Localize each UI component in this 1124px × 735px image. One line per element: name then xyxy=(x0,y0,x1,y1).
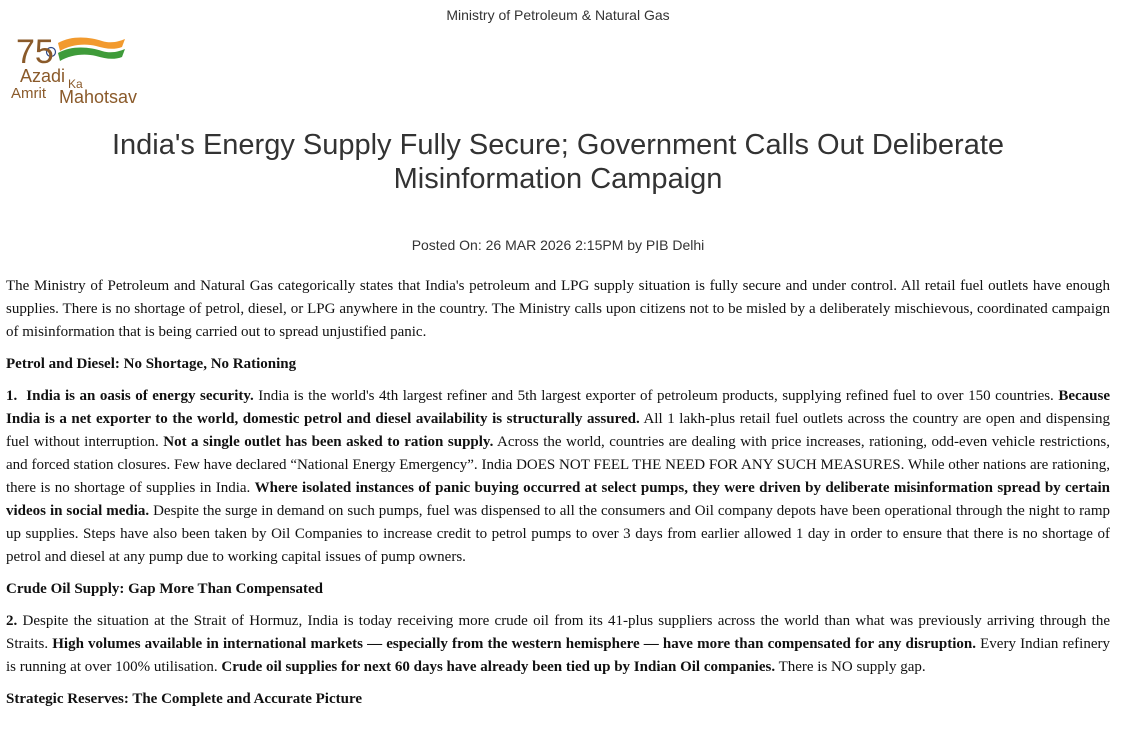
paragraph-2 xyxy=(6,610,1110,679)
intro-paragraph: The Ministry of Petroleum and Natural Gas categorically states that India's petroleum and LPG supply situation is fully secure and under control. All retail fuel outlets have enough supplies. There is no shortage of petrol, diesel, or LPG anywhere in the country. The Ministry calls upon citizens not to be misled by a deliberately mischievous, coordinated campaign of misinformation that is being carried out to spread unjustified panic. xyxy=(6,278,1110,340)
bold-text: Not a single outlet has been asked to ration supply. xyxy=(163,434,494,450)
article-title: India's Energy Supply Fully Secure; Government Calls Out Deliberate Misinformation Campaign xyxy=(111,129,1005,195)
bold-text: High volumes available in international markets — especially from the western hemisphere — have more than compensated for any disruption. xyxy=(52,636,976,652)
section-heading-crude-oil: Crude Oil Supply: Gap More Than Compensated xyxy=(6,581,323,597)
body-text: All 1 lakh-plus retail fuel outlets across the country are open and dispensing fuel without interruption. xyxy=(6,411,1110,450)
bold-text: Because India is a net exporter to the world, domestic petrol and diesel availability is structurally assured. xyxy=(6,388,1110,427)
body-text: There is NO supply gap. xyxy=(775,659,926,675)
paragraph-number: 2. xyxy=(6,613,18,629)
body-text: Across the world, countries are dealing with price increases, rationing, odd-even vehicle restrictions, and forced station closures. Few have declared “National Energy Emergency”. India DOES NOT FEEL THE NEED FOR ANY SUCH MEASURES. While other nations are rationing, there is no shortage of supplies in India. xyxy=(6,434,1110,496)
bold-text: Crude oil supplies for next 60 days have already been tied up by Indian Oil companies. xyxy=(221,659,776,675)
body-text: Despite the situation at the Strait of Hormuz, India is today receiving more crude oil from its 41-plus suppliers across the world than what was previously arriving through the Straits. xyxy=(6,613,1110,652)
logo-flag-green xyxy=(58,48,125,62)
posted-on: Posted On: 26 MAR 2026 2:15PM by PIB Delhi xyxy=(411,237,705,253)
azadi-ka-amrit-mahotsav-logo xyxy=(10,27,155,109)
bold-text: Where isolated instances of panic buying occurred at select pumps, they were driven by deliberate misinformation spread by certain videos in social media. xyxy=(6,480,1111,519)
paragraph-1 xyxy=(6,385,1110,569)
section-heading-strategic-reserves: Strategic Reserves: The Complete and Accurate Picture xyxy=(6,691,363,707)
logo-azadi: Azadi xyxy=(20,66,66,86)
logo-75: 75 xyxy=(16,33,54,71)
section-heading-petrol-diesel: Petrol and Diesel: No Shortage, No Rationing xyxy=(6,356,297,372)
ministry-name: Ministry of Petroleum & Natural Gas xyxy=(446,7,670,23)
logo-ka: Ka xyxy=(68,77,83,91)
logo-mahotsav: Mahotsav xyxy=(59,87,138,107)
body-text: Despite the surge in demand on such pumps, fuel was dispensed to all the consumers and Oil company depots have been operational through the night to ramp up supplies. Steps have also been taken by Oil Companies to increase credit to petrol pumps to over 3 days from earlier allowed 1 day in order to ensure that there is no shortage of petrol and diesel at any pump due to working capital issues of pump owners. xyxy=(6,503,1110,565)
logo-amrit: Amrit xyxy=(11,85,46,102)
bold-text: India is an oasis of energy security. xyxy=(26,388,254,404)
body-text: India is the world's 4th largest refiner and 5th largest exporter of petroleum products, supplying refined fuel to over 150 countries. xyxy=(253,388,1059,404)
body-text: Every Indian refinery is running at over 100% utilisation. xyxy=(6,636,1111,675)
paragraph-number: 1. xyxy=(6,388,18,404)
article-body xyxy=(6,275,1110,720)
